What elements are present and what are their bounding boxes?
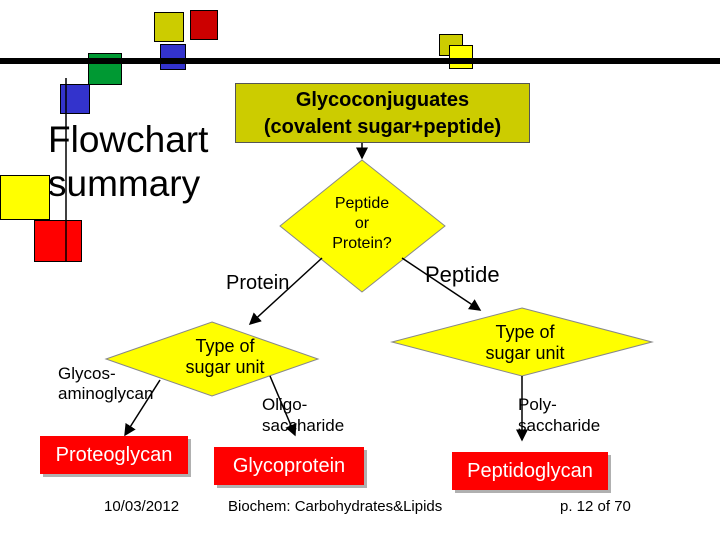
edge-label-oligosaccharide-line2: saccharide <box>262 416 345 435</box>
footer-date: 10/03/2012 <box>104 498 180 515</box>
node-peptide-or-protein-label <box>312 194 412 254</box>
node-peptidoglycan: Peptidoglycan <box>452 452 608 490</box>
node-peptide-or-protein-line1: Peptide <box>334 195 390 212</box>
footer-course: Biochem: Carbohydrates&Lipids <box>228 498 443 515</box>
footer-page: p. 12 of 70 <box>560 498 631 515</box>
edge-label-protein: Protein <box>226 272 290 294</box>
edge-label-polysaccharide-line1: Poly- <box>518 395 557 414</box>
node-glycoconjugates-line2: (covalent sugar+peptide) <box>263 116 502 138</box>
node-glycoconjugates <box>235 83 530 143</box>
node-peptide-or-protein-line3: Protein? <box>332 235 392 252</box>
node-glycoprotein: Glycoprotein <box>214 447 364 485</box>
slide-title-line1: Flowchart <box>48 119 209 160</box>
node-type-sugar-left-line2: sugar unit <box>185 357 265 377</box>
edge-label-oligosaccharide-line1: Oligo- <box>262 395 308 414</box>
node-type-sugar-left-line1: Type of <box>195 336 255 356</box>
node-peptide-or-protein-line2: or <box>354 215 370 232</box>
node-type-sugar-right-line1: Type of <box>495 322 555 342</box>
edge-label-glycosaminoglycan <box>58 364 184 404</box>
node-type-sugar-right-line2: sugar unit <box>485 343 565 363</box>
node-proteoglycan: Proteoglycan <box>40 436 188 474</box>
edge-label-polysaccharide <box>518 394 600 436</box>
node-glycoconjugates-line1: Glycoconjuguates <box>295 89 470 111</box>
edge-label-oligosaccharide <box>262 394 344 436</box>
slide-title-line2: summary <box>48 163 201 204</box>
slide-title <box>48 118 208 206</box>
node-type-sugar-right-label <box>460 322 590 364</box>
edge-label-peptide: Peptide <box>425 262 500 287</box>
edge-label-polysaccharide-line2: saccharide <box>518 416 601 435</box>
edge-label-glycosaminoglycan-line2: aminoglycan <box>58 384 154 403</box>
edge-label-glycosaminoglycan-line1: Glycos- <box>58 364 116 383</box>
